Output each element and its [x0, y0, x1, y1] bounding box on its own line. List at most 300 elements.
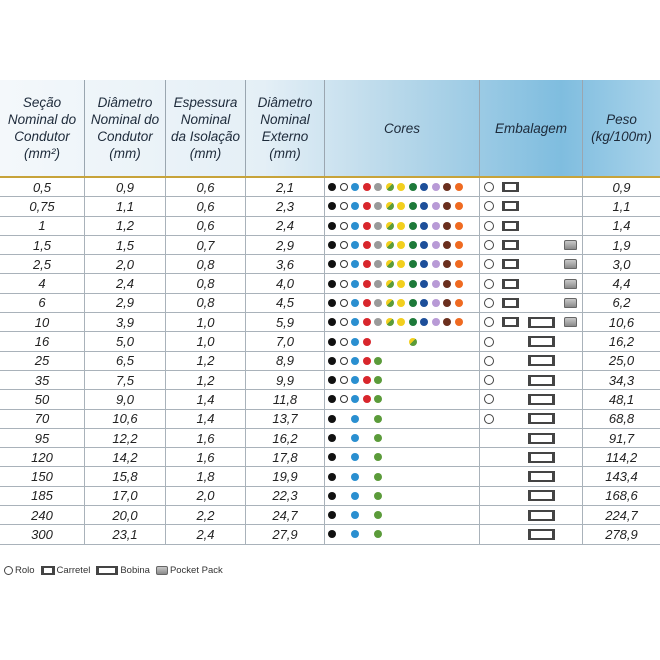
color-dot-orange [455, 183, 463, 191]
color-dot-red [363, 183, 371, 191]
header-label: Espessura Nominal da Isolação (mm) [170, 95, 241, 161]
cell-secao: 0,75 [0, 197, 85, 215]
legend-label: Pocket Pack [169, 564, 223, 576]
color-dot-greenyellow [409, 338, 417, 346]
color-dot-blue [351, 530, 359, 538]
rolo-icon [4, 566, 13, 575]
color-dot-white [340, 318, 348, 326]
cell-espessura: 1,2 [166, 371, 246, 389]
carretel-icon [502, 240, 519, 250]
color-dot-green [409, 280, 417, 288]
cell-peso: 1,1 [612, 198, 631, 214]
color-dot-orange [455, 202, 463, 210]
header-secao [0, 80, 85, 176]
color-dot-lightgreen [374, 357, 382, 365]
cell-cores [325, 448, 480, 466]
color-dot-black [328, 241, 336, 249]
color-dot-red [363, 318, 371, 326]
color-dot-violet [432, 318, 440, 326]
color-dot-orange [455, 222, 463, 230]
cell-diametro-condutor: 7,5 [85, 371, 166, 389]
cell-peso: 91,7 [608, 430, 635, 446]
cell-espessura: 0,6 [166, 197, 246, 215]
cell-diametro-externo: 7,0 [246, 332, 325, 350]
rolo-icon [484, 375, 494, 385]
cell-cores [325, 352, 480, 370]
bobina-icon [96, 566, 118, 575]
color-dot-red [363, 395, 371, 403]
header-diametro-condutor [85, 80, 166, 176]
cell-peso: 10,6 [608, 314, 635, 330]
cell-espessura: 2,2 [166, 506, 246, 524]
table-row [0, 525, 660, 544]
cell-cores [325, 525, 480, 543]
color-dot-blue [351, 260, 359, 268]
color-dot-orange [455, 260, 463, 268]
cell-diametro-externo: 2,1 [246, 178, 325, 196]
rolo-icon [484, 394, 494, 404]
cell-peso: 25,0 [608, 353, 635, 369]
header-label: Seção Nominal do Condutor (mm²) [7, 95, 77, 161]
cell-secao: 150 [0, 467, 85, 485]
bobina-icon [528, 355, 555, 366]
cell-cores [325, 236, 480, 254]
table-row [0, 178, 660, 197]
pocket-pack-icon [564, 298, 577, 308]
cell-peso: 114,2 [605, 449, 638, 465]
color-dot-white [340, 222, 348, 230]
cell-diametro-externo: 13,7 [246, 410, 325, 428]
cell-embalagem [480, 390, 583, 408]
cell-secao: 25 [0, 352, 85, 370]
cell-secao: 10 [0, 313, 85, 331]
color-dot-brown [443, 299, 451, 307]
legend-item-pocket [156, 565, 223, 576]
color-dot-blue [351, 241, 359, 249]
cell-espessura: 1,2 [166, 352, 246, 370]
color-dot-greenyellow [386, 222, 394, 230]
carretel-icon [502, 201, 519, 211]
pocket-pack-icon [564, 240, 577, 250]
pocket-pack-icon [564, 317, 577, 327]
cell-peso: 0,9 [612, 179, 631, 195]
color-dot-violet [432, 299, 440, 307]
cell-embalagem [480, 429, 583, 447]
bobina-icon [528, 317, 555, 328]
cell-espessura: 1,4 [166, 410, 246, 428]
color-dot-brown [443, 260, 451, 268]
color-dot-navy [420, 260, 428, 268]
cell-embalagem [480, 525, 583, 543]
table-row [0, 390, 660, 409]
color-dot-black [328, 183, 336, 191]
color-dot-blue [351, 299, 359, 307]
bobina-icon [528, 433, 555, 444]
cell-peso: 16,2 [608, 334, 635, 350]
cell-secao: 4 [0, 274, 85, 292]
table-row [0, 255, 660, 274]
color-dot-greenyellow [386, 280, 394, 288]
header-label: Diâmetro Nominal Externo (mm) [257, 95, 313, 161]
cell-diametro-condutor: 1,2 [85, 217, 166, 235]
packaging-legend [4, 563, 229, 577]
cell-embalagem [480, 197, 583, 215]
color-dot-greenyellow [386, 202, 394, 210]
color-dot-green [409, 318, 417, 326]
cell-diametro-externo: 2,3 [246, 197, 325, 215]
color-dot-violet [432, 241, 440, 249]
color-dot-blue [351, 395, 359, 403]
bobina-icon [528, 452, 555, 463]
color-dot-red [363, 299, 371, 307]
table-row [0, 274, 660, 293]
color-dot-red [363, 338, 371, 346]
cell-peso: 278,9 [605, 526, 638, 542]
color-dot-blue [351, 473, 359, 481]
cell-secao: 185 [0, 487, 85, 505]
pocket-pack-icon [564, 279, 577, 289]
cell-secao: 16 [0, 332, 85, 350]
rolo-icon [484, 337, 494, 347]
cell-cores [325, 429, 480, 447]
color-dot-black [328, 318, 336, 326]
pocket-pack-icon [564, 259, 577, 269]
color-dot-lightgreen [374, 376, 382, 384]
color-dot-brown [443, 222, 451, 230]
color-dot-brown [443, 280, 451, 288]
cell-diametro-externo: 24,7 [246, 506, 325, 524]
color-dot-blue [351, 492, 359, 500]
color-dot-gray [374, 280, 382, 288]
cell-diametro-condutor: 2,9 [85, 294, 166, 312]
color-dot-white [340, 202, 348, 210]
cell-secao: 1,5 [0, 236, 85, 254]
cell-espessura: 0,8 [166, 294, 246, 312]
table-row [0, 332, 660, 351]
table-row [0, 467, 660, 486]
cell-diametro-condutor: 20,0 [85, 506, 166, 524]
color-dot-greenyellow [386, 241, 394, 249]
cell-embalagem [480, 506, 583, 524]
color-dot-lightgreen [374, 395, 382, 403]
color-dot-white [340, 241, 348, 249]
color-dot-gray [374, 260, 382, 268]
table-body [0, 178, 660, 545]
color-dot-black [328, 453, 336, 461]
cell-secao: 120 [0, 448, 85, 466]
cell-peso: 143,4 [605, 469, 638, 485]
carretel-icon [502, 182, 519, 192]
color-dot-orange [455, 318, 463, 326]
cell-cores [325, 390, 480, 408]
cell-cores [325, 217, 480, 235]
header-label: Peso (kg/100m) [591, 112, 652, 144]
rolo-icon [484, 279, 494, 289]
cell-cores [325, 313, 480, 331]
cell-diametro-condutor: 2,0 [85, 255, 166, 273]
cell-espessura: 2,0 [166, 487, 246, 505]
color-dot-yellow [397, 318, 405, 326]
cell-diametro-externo: 3,6 [246, 255, 325, 273]
color-dot-yellow [397, 183, 405, 191]
cell-diametro-externo: 16,2 [246, 429, 325, 447]
cell-embalagem [480, 313, 583, 331]
color-dot-blue [351, 280, 359, 288]
cell-cores [325, 410, 480, 428]
color-dot-green [409, 222, 417, 230]
rolo-icon [484, 221, 494, 231]
cell-cores [325, 255, 480, 273]
header-label: Cores [383, 120, 420, 136]
cell-embalagem [480, 217, 583, 235]
cell-embalagem [480, 274, 583, 292]
cell-diametro-condutor: 12,2 [85, 429, 166, 447]
color-dot-violet [432, 222, 440, 230]
table-row [0, 448, 660, 467]
cell-cores [325, 506, 480, 524]
cell-diametro-condutor: 1,5 [85, 236, 166, 254]
color-dot-black [328, 376, 336, 384]
bobina-icon [528, 490, 555, 501]
color-dot-greenyellow [386, 318, 394, 326]
bobina-icon [528, 336, 555, 347]
color-dot-yellow [397, 241, 405, 249]
rolo-icon [484, 414, 494, 424]
color-dot-blue [351, 357, 359, 365]
color-dot-violet [432, 183, 440, 191]
cell-diametro-externo: 11,8 [246, 390, 325, 408]
color-dot-yellow [397, 202, 405, 210]
cell-secao: 6 [0, 294, 85, 312]
color-dot-white [340, 338, 348, 346]
header-cores [325, 80, 480, 176]
cell-peso: 1,4 [612, 218, 631, 234]
color-dot-white [340, 299, 348, 307]
color-dot-red [363, 280, 371, 288]
color-dot-orange [455, 241, 463, 249]
cell-diametro-condutor: 6,5 [85, 352, 166, 370]
color-dot-red [363, 376, 371, 384]
color-dot-blue [351, 318, 359, 326]
cell-embalagem [480, 352, 583, 370]
cell-peso: 6,2 [612, 295, 631, 311]
cell-secao: 0,5 [0, 178, 85, 196]
color-dot-navy [420, 202, 428, 210]
rolo-icon [484, 182, 494, 192]
bobina-icon [528, 413, 555, 424]
cell-diametro-condutor: 17,0 [85, 487, 166, 505]
cell-embalagem [480, 332, 583, 350]
cell-secao: 1 [0, 217, 85, 235]
cell-cores [325, 332, 480, 350]
cell-diametro-externo: 5,9 [246, 313, 325, 331]
legend-label: Bobina [120, 564, 150, 576]
color-dot-brown [443, 318, 451, 326]
color-dot-lightgreen [374, 473, 382, 481]
color-dot-green [409, 260, 417, 268]
cell-espessura: 1,0 [166, 313, 246, 331]
cell-secao: 50 [0, 390, 85, 408]
color-dot-black [328, 338, 336, 346]
color-dot-gray [374, 222, 382, 230]
cell-espessura: 1,6 [166, 448, 246, 466]
color-dot-lightgreen [374, 530, 382, 538]
bobina-icon [528, 375, 555, 386]
cell-embalagem [480, 487, 583, 505]
color-dot-black [328, 202, 336, 210]
cell-espessura: 1,6 [166, 429, 246, 447]
cell-diametro-condutor: 15,8 [85, 467, 166, 485]
color-dot-blue [351, 222, 359, 230]
legend-item-bobina [96, 565, 150, 576]
color-dot-blue [351, 453, 359, 461]
table-row [0, 410, 660, 429]
color-dot-blue [351, 183, 359, 191]
cell-embalagem [480, 410, 583, 428]
table-header [0, 80, 660, 178]
cell-peso: 68,8 [608, 411, 635, 427]
color-dot-green [409, 299, 417, 307]
bobina-icon [528, 471, 555, 482]
table-row [0, 487, 660, 506]
cell-espessura: 0,7 [166, 236, 246, 254]
cell-cores [325, 294, 480, 312]
color-dot-black [328, 530, 336, 538]
table-row [0, 429, 660, 448]
cell-espessura: 1,0 [166, 332, 246, 350]
color-dot-blue [351, 376, 359, 384]
table-row [0, 236, 660, 255]
color-dot-red [363, 357, 371, 365]
rolo-icon [484, 201, 494, 211]
color-dot-gray [374, 183, 382, 191]
cell-diametro-externo: 19,9 [246, 467, 325, 485]
cell-cores [325, 197, 480, 215]
color-dot-green [409, 202, 417, 210]
bobina-icon [528, 529, 555, 540]
color-dot-white [340, 260, 348, 268]
cell-diametro-externo: 27,9 [246, 525, 325, 543]
color-dot-green [409, 241, 417, 249]
header-diametro-externo [246, 80, 325, 176]
color-dot-navy [420, 318, 428, 326]
rolo-icon [484, 356, 494, 366]
color-dot-gray [374, 202, 382, 210]
color-dot-lightgreen [374, 415, 382, 423]
color-dot-blue [351, 338, 359, 346]
color-dot-yellow [397, 299, 405, 307]
color-dot-black [328, 357, 336, 365]
color-dot-black [328, 280, 336, 288]
color-dot-red [363, 202, 371, 210]
cell-diametro-condutor: 3,9 [85, 313, 166, 331]
rolo-icon [484, 240, 494, 250]
color-dot-yellow [397, 222, 405, 230]
color-dot-brown [443, 183, 451, 191]
cell-embalagem [480, 178, 583, 196]
cell-diametro-externo: 4,0 [246, 274, 325, 292]
color-dot-navy [420, 183, 428, 191]
bobina-icon [528, 510, 555, 521]
color-dot-white [340, 395, 348, 403]
legend-item-rolo [4, 565, 35, 576]
cell-secao: 2,5 [0, 255, 85, 273]
cell-diametro-condutor: 5,0 [85, 332, 166, 350]
cell-peso: 4,4 [612, 276, 631, 292]
carretel-icon [41, 566, 55, 575]
color-dot-greenyellow [386, 260, 394, 268]
carretel-icon [502, 221, 519, 231]
color-dot-black [328, 434, 336, 442]
color-dot-lightgreen [374, 492, 382, 500]
color-dot-yellow [397, 280, 405, 288]
carretel-icon [502, 317, 519, 327]
cell-embalagem [480, 294, 583, 312]
color-dot-black [328, 415, 336, 423]
legend-label: Carretel [56, 564, 91, 576]
rolo-icon [484, 298, 494, 308]
cell-peso: 224,7 [605, 507, 638, 523]
pocket-pack-icon [156, 566, 168, 575]
color-dot-red [363, 222, 371, 230]
cell-diametro-condutor: 1,1 [85, 197, 166, 215]
cell-diametro-externo: 8,9 [246, 352, 325, 370]
color-dot-blue [351, 511, 359, 519]
cell-cores [325, 274, 480, 292]
color-dot-violet [432, 280, 440, 288]
color-dot-lightgreen [374, 453, 382, 461]
cell-embalagem [480, 448, 583, 466]
color-dot-violet [432, 260, 440, 268]
cell-embalagem [480, 255, 583, 273]
rolo-icon [484, 259, 494, 269]
color-dot-white [340, 183, 348, 191]
color-dot-yellow [397, 260, 405, 268]
cell-cores [325, 487, 480, 505]
color-dot-orange [455, 299, 463, 307]
cell-peso: 3,0 [612, 256, 631, 272]
color-dot-white [340, 357, 348, 365]
cell-embalagem [480, 467, 583, 485]
cell-diametro-condutor: 9,0 [85, 390, 166, 408]
cell-diametro-condutor: 2,4 [85, 274, 166, 292]
color-dot-black [328, 260, 336, 268]
table-row [0, 197, 660, 216]
carretel-icon [502, 298, 519, 308]
color-dot-lightgreen [374, 511, 382, 519]
carretel-icon [502, 259, 519, 269]
header-label: Diâmetro Nominal do Condutor (mm) [90, 95, 160, 161]
cell-espessura: 0,8 [166, 274, 246, 292]
header-label: Embalagem [494, 120, 568, 136]
cell-diametro-condutor: 14,2 [85, 448, 166, 466]
table-row [0, 313, 660, 332]
color-dot-red [363, 260, 371, 268]
cell-embalagem [480, 371, 583, 389]
cell-espessura: 0,6 [166, 217, 246, 235]
cell-peso: 1,9 [612, 237, 631, 253]
cell-diametro-externo: 2,9 [246, 236, 325, 254]
color-dot-green [409, 183, 417, 191]
carretel-icon [502, 279, 519, 289]
cell-secao: 300 [0, 525, 85, 543]
cell-diametro-externo: 2,4 [246, 217, 325, 235]
cell-diametro-condutor: 0,9 [85, 178, 166, 196]
table-row [0, 352, 660, 371]
cell-peso: 168,6 [605, 488, 638, 504]
color-dot-gray [374, 318, 382, 326]
color-dot-black [328, 299, 336, 307]
